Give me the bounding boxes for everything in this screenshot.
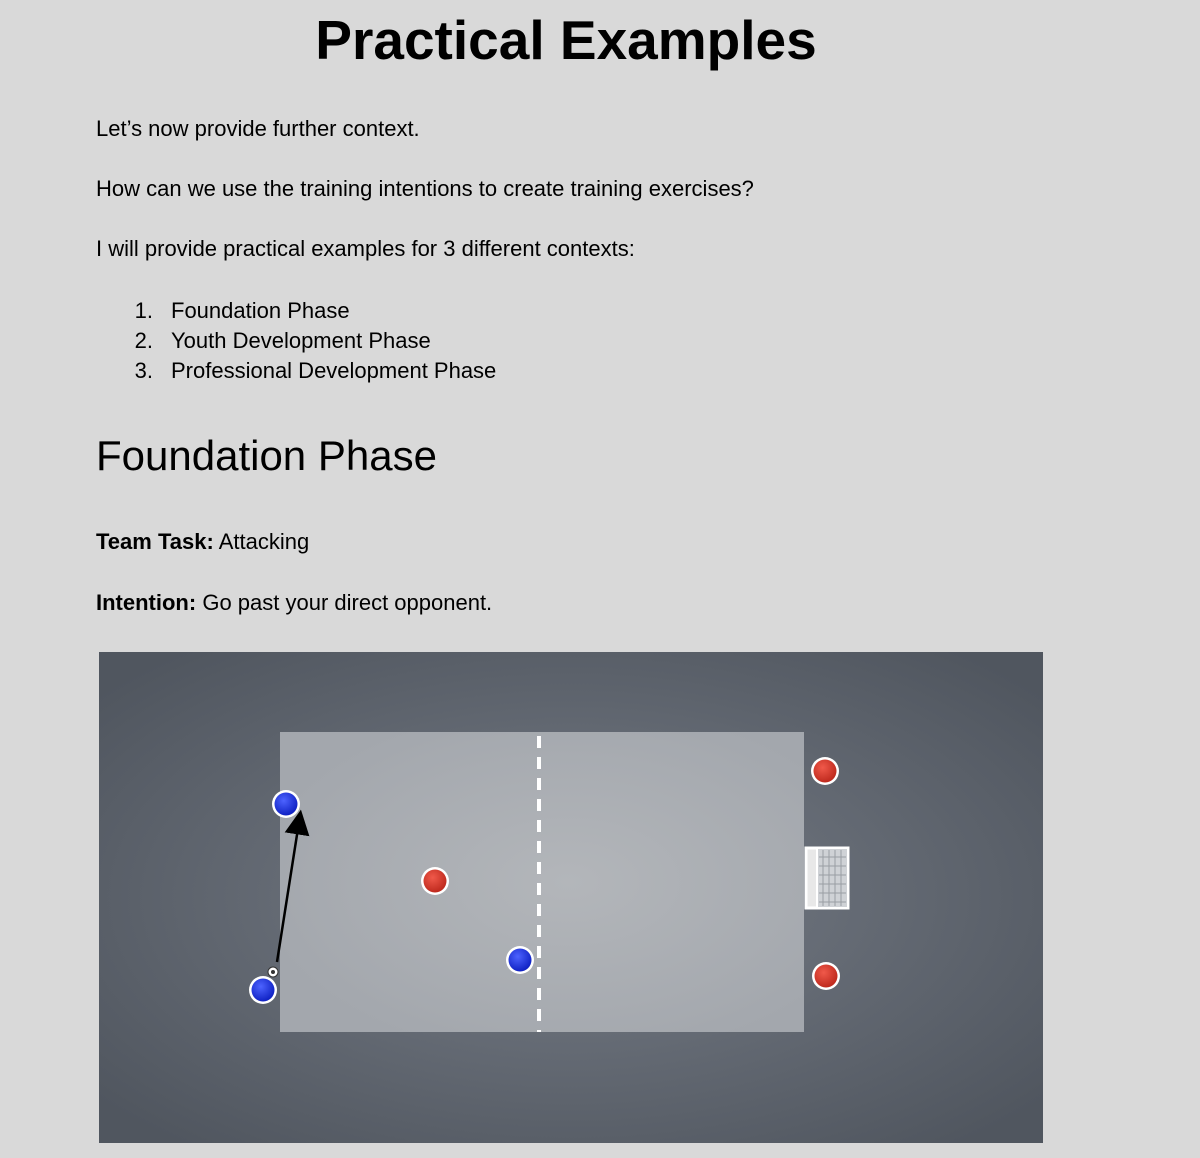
intention-value: Go past your direct opponent. (202, 590, 493, 615)
list-item-label: Professional Development Phase (171, 358, 497, 383)
training-diagram (99, 652, 1043, 1143)
team-task-value: Attacking (218, 529, 310, 554)
intention-label: Intention: (96, 590, 197, 615)
list-item-number: 3. (134, 358, 153, 383)
contexts-list (96, 296, 496, 386)
team-task-line (96, 528, 309, 556)
intro-text-1: Let’s now provide further context. (96, 116, 420, 141)
list-item (96, 356, 496, 386)
page-title: Practical Examples (315, 9, 817, 71)
player-red-bottom (812, 962, 840, 990)
player-blue-center (506, 946, 534, 974)
player-blue-with-ball (249, 976, 277, 1004)
list-item-label: Youth Development Phase (171, 328, 431, 353)
intro-text-3: I will provide practical examples for 3 different contexts: (96, 236, 635, 261)
list-item (96, 296, 496, 326)
list-item-number: 1. (134, 298, 153, 323)
ball-icon (268, 967, 278, 977)
pitch-area (280, 732, 804, 1032)
player-blue-target (272, 790, 300, 818)
section-heading: Foundation Phase (96, 432, 437, 479)
player-red-top (811, 757, 839, 785)
team-task-label: Team Task: (96, 529, 214, 554)
goal-icon (806, 848, 848, 908)
intention-line (96, 589, 492, 617)
player-red-center (421, 867, 449, 895)
intro-text-2: How can we use the training intentions to create training exercises? (96, 176, 754, 201)
list-item-number: 2. (134, 328, 153, 353)
list-item-label: Foundation Phase (171, 298, 350, 323)
list-item (96, 326, 496, 356)
